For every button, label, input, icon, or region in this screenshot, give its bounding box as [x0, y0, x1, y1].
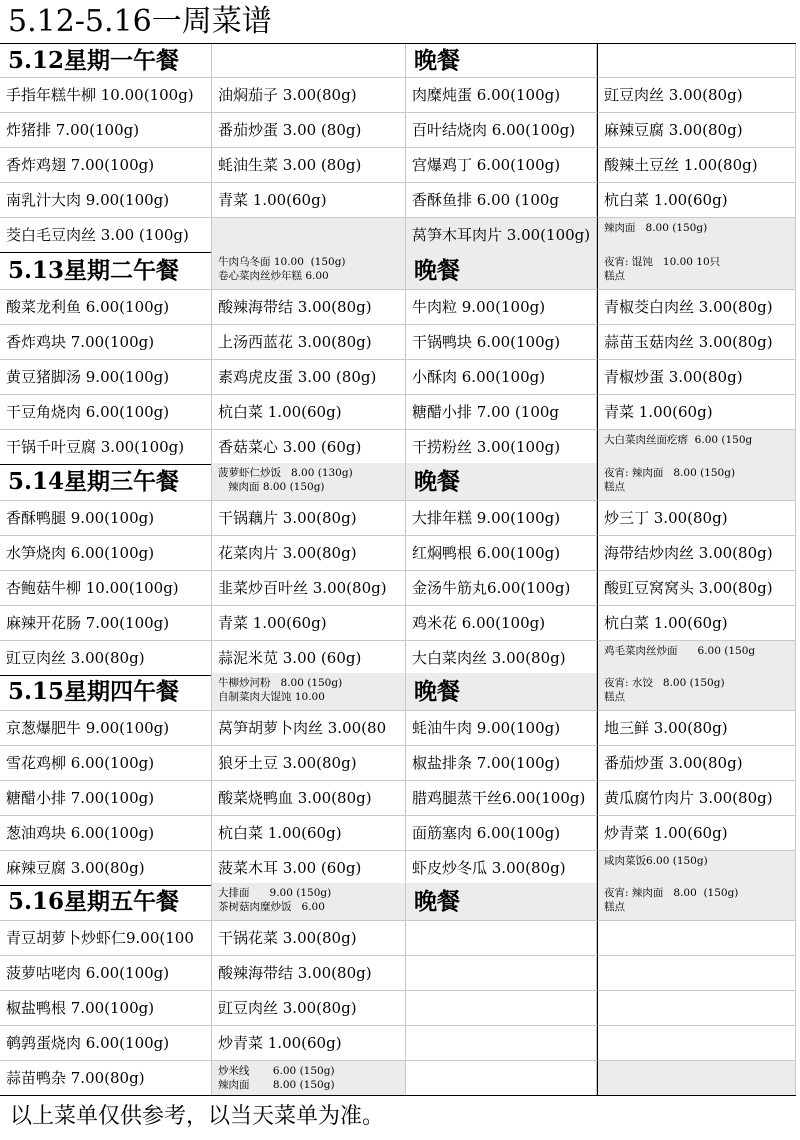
- menu-item: 京葱爆肥牛 9.00(100g): [0, 711, 212, 746]
- menu-item: 香酥鱼排 6.00 (100g: [406, 183, 597, 218]
- menu-item: [597, 956, 796, 991]
- page-title: 5.12-5.16一周菜谱: [8, 4, 272, 39]
- lunch-note: 牛柳炒河粉 8.00 (150g) 自制菜肉大馄饨 10.00: [212, 673, 406, 711]
- menu-item: 蒜苗鸭杂 7.00(80g): [0, 1061, 212, 1096]
- menu-item: 豇豆肉丝 3.00(80g): [597, 78, 796, 113]
- menu-item: [212, 218, 406, 253]
- menu-item: 青豆胡萝卜炒虾仁9.00(100: [0, 921, 212, 956]
- lunch-header: 5.12星期一午餐: [0, 44, 212, 78]
- menu-item: 菠萝咕咾肉 6.00(100g): [0, 956, 212, 991]
- menu-item: 杭白菜 1.00(60g): [597, 183, 796, 218]
- menu-item: 牛肉粒 9.00(100g): [406, 290, 597, 325]
- menu-item: 酸菜龙利鱼 6.00(100g): [0, 290, 212, 325]
- menu-item: 葱油鸡块 6.00(100g): [0, 816, 212, 851]
- dinner-header: 晚餐: [406, 463, 597, 501]
- menu-item: 茭白毛豆肉丝 3.00 (100g): [0, 218, 212, 253]
- menu-item: 鹌鹑蛋烧肉 6.00(100g): [0, 1026, 212, 1061]
- lunch-header: 5.14星期三午餐: [0, 463, 212, 501]
- menu-item: 番茄炒蛋 3.00(80g): [597, 746, 796, 781]
- menu-item: 大排年糕 9.00(100g): [406, 501, 597, 536]
- dinner-header: 晚餐: [406, 44, 597, 78]
- menu-item: 蒜苗玉菇肉丝 3.00(80g): [597, 325, 796, 360]
- menu-item: 麻辣开花肠 7.00(100g): [0, 606, 212, 641]
- lunch-note: 牛肉乌冬面 10.00 (150g) 卷心菜肉丝炒年糕 6.00: [212, 252, 406, 290]
- menu-item: 椒盐排条 7.00(100g): [406, 746, 597, 781]
- menu-item: 干锅鸭块 6.00(100g): [406, 325, 597, 360]
- menu-item: 大白菜肉丝面疙瘩 6.00 (150g: [597, 430, 796, 465]
- menu-item: 虾皮炒冬瓜 3.00(80g): [406, 851, 597, 886]
- menu-item: 香炸鸡翅 7.00(100g): [0, 148, 212, 183]
- menu-item: 海带结炒肉丝 3.00(80g): [597, 536, 796, 571]
- menu-item: [597, 1026, 796, 1061]
- menu-item: 上汤西蓝花 3.00(80g): [212, 325, 406, 360]
- menu-item: 炒青菜 1.00(60g): [212, 1026, 406, 1061]
- menu-item: [406, 991, 597, 1026]
- menu-item: 咸肉菜饭6.00 (150g): [597, 851, 796, 886]
- menu-item: 韭菜炒百叶丝 3.00(80g): [212, 571, 406, 606]
- menu-item: 酸辣海带结 3.00(80g): [212, 290, 406, 325]
- menu-item: 糖醋小排 7.00(100g): [0, 781, 212, 816]
- menu-item: [597, 991, 796, 1026]
- lunch-header: 5.15星期四午餐: [0, 673, 212, 711]
- dinner-header: 晚餐: [406, 252, 597, 290]
- menu-item: 黄瓜腐竹肉片 3.00(80g): [597, 781, 796, 816]
- menu-item: 炒青菜 1.00(60g): [597, 816, 796, 851]
- menu-item: 鸡米花 6.00(100g): [406, 606, 597, 641]
- menu-item: 蒜泥米苋 3.00 (60g): [212, 641, 406, 676]
- menu-item: 南乳汁大肉 9.00(100g): [0, 183, 212, 218]
- menu-item: 酸辣土豆丝 1.00(80g): [597, 148, 796, 183]
- lunch-note: 大排面 9.00 (150g) 茶树菇肉糜炒饭 6.00: [212, 883, 406, 921]
- menu-item: 干豆角烧肉 6.00(100g): [0, 395, 212, 430]
- menu-item: 豇豆肉丝 3.00(80g): [0, 641, 212, 676]
- menu-item: 雪花鸡柳 6.00(100g): [0, 746, 212, 781]
- menu-item: 水笋烧肉 6.00(100g): [0, 536, 212, 571]
- menu-item: 干锅千叶豆腐 3.00(100g): [0, 430, 212, 465]
- dinner-header: 晚餐: [406, 883, 597, 921]
- menu-item: 豇豆肉丝 3.00(80g): [212, 991, 406, 1026]
- menu-item: 大白菜肉丝 3.00(80g): [406, 641, 597, 676]
- menu-item: 青菜 1.00(60g): [212, 183, 406, 218]
- menu-item: 酸菜烧鸭血 3.00(80g): [212, 781, 406, 816]
- menu-item: 酸辣海带结 3.00(80g): [212, 956, 406, 991]
- menu-item: 麻辣豆腐 3.00(80g): [597, 113, 796, 148]
- menu-item: 莴笋胡萝卜肉丝 3.00(80: [212, 711, 406, 746]
- dinner-note: [597, 44, 796, 78]
- menu-item: 地三鲜 3.00(80g): [597, 711, 796, 746]
- menu-item: 青椒炒蛋 3.00(80g): [597, 360, 796, 395]
- menu-item: 杭白菜 1.00(60g): [597, 606, 796, 641]
- menu-item: 肉糜炖蛋 6.00(100g): [406, 78, 597, 113]
- menu-item: 辣肉面 8.00 (150g): [597, 218, 796, 253]
- menu-item: [406, 1061, 597, 1096]
- menu-item: 莴笋木耳肉片 3.00(100g): [406, 218, 597, 253]
- footer-note: 以上菜单仅供参考，以当天菜单为准。: [10, 1104, 385, 1129]
- dinner-note: 夜宵: 馄饨 10.00 10只 糕点: [597, 252, 796, 290]
- menu-item: 青菜 1.00(60g): [597, 395, 796, 430]
- menu-item: 番茄炒蛋 3.00 (80g): [212, 113, 406, 148]
- lunch-header: 5.16星期五午餐: [0, 883, 212, 921]
- menu-item: 椒盐鸭根 7.00(100g): [0, 991, 212, 1026]
- lunch-note: 菠萝虾仁炒饭 8.00 (130g) 辣肉面 8.00 (150g): [212, 463, 406, 501]
- menu-item: 干捞粉丝 3.00(100g): [406, 430, 597, 465]
- menu-item: 干锅藕片 3.00(80g): [212, 501, 406, 536]
- menu-item: 黄豆猪脚汤 9.00(100g): [0, 360, 212, 395]
- menu-item: 麻辣豆腐 3.00(80g): [0, 851, 212, 886]
- menu-item: 手指年糕牛柳 10.00(100g): [0, 78, 212, 113]
- menu-item: 金汤牛筋丸6.00(100g): [406, 571, 597, 606]
- menu-item: 杭白菜 1.00(60g): [212, 816, 406, 851]
- menu-item: 油焖茄子 3.00(80g): [212, 78, 406, 113]
- menu-item: 干锅花菜 3.00(80g): [212, 921, 406, 956]
- menu-item: 糖醋小排 7.00 (100g: [406, 395, 597, 430]
- menu-item: 面筋塞肉 6.00(100g): [406, 816, 597, 851]
- dinner-header: 晚餐: [406, 673, 597, 711]
- lunch-note: [212, 44, 406, 78]
- menu-item: 青椒茭白肉丝 3.00(80g): [597, 290, 796, 325]
- menu-item: 小酥肉 6.00(100g): [406, 360, 597, 395]
- menu-item: 宫爆鸡丁 6.00(100g): [406, 148, 597, 183]
- menu-item: [406, 921, 597, 956]
- menu-item: 素鸡虎皮蛋 3.00 (80g): [212, 360, 406, 395]
- menu-item: 酸豇豆窝窝头 3.00(80g): [597, 571, 796, 606]
- menu-item: 炒米线 6.00 (150g) 辣肉面 8.00 (150g): [212, 1061, 406, 1096]
- menu-item: 炒三丁 3.00(80g): [597, 501, 796, 536]
- lunch-header: 5.13星期二午餐: [0, 252, 212, 290]
- menu-item: 蚝油牛肉 9.00(100g): [406, 711, 597, 746]
- menu-item: [406, 956, 597, 991]
- menu-item: 香炸鸡块 7.00(100g): [0, 325, 212, 360]
- divider-day: [0, 1095, 796, 1096]
- dinner-note: 夜宵: 辣肉面 8.00 (150g) 糕点: [597, 463, 796, 501]
- menu-item: [597, 921, 796, 956]
- menu-item: 蚝油生菜 3.00 (80g): [212, 148, 406, 183]
- menu-item: 炸猪排 7.00(100g): [0, 113, 212, 148]
- menu-item: 杭白菜 1.00(60g): [212, 395, 406, 430]
- dinner-note: 夜宵: 辣肉面 8.00 (150g) 糕点: [597, 883, 796, 921]
- dinner-note: 夜宵: 水饺 8.00 (150g) 糕点: [597, 673, 796, 711]
- menu-item: 菠菜木耳 3.00 (60g): [212, 851, 406, 886]
- menu-item: 百叶结烧肉 6.00(100g): [406, 113, 597, 148]
- menu-item: 香酥鸭腿 9.00(100g): [0, 501, 212, 536]
- menu-item: [406, 1026, 597, 1061]
- menu-item: 香菇菜心 3.00 (60g): [212, 430, 406, 465]
- menu-item: 杏鲍菇牛柳 10.00(100g): [0, 571, 212, 606]
- menu-item: 青菜 1.00(60g): [212, 606, 406, 641]
- menu-item: [597, 1061, 796, 1096]
- menu-item: 腊鸡腿蒸干丝6.00(100g): [406, 781, 597, 816]
- menu-item: 花菜肉片 3.00(80g): [212, 536, 406, 571]
- menu-item: 红焖鸭根 6.00(100g): [406, 536, 597, 571]
- menu-item: 狼牙土豆 3.00(80g): [212, 746, 406, 781]
- menu-item: 鸡毛菜肉丝炒面 6.00 (150g: [597, 641, 796, 676]
